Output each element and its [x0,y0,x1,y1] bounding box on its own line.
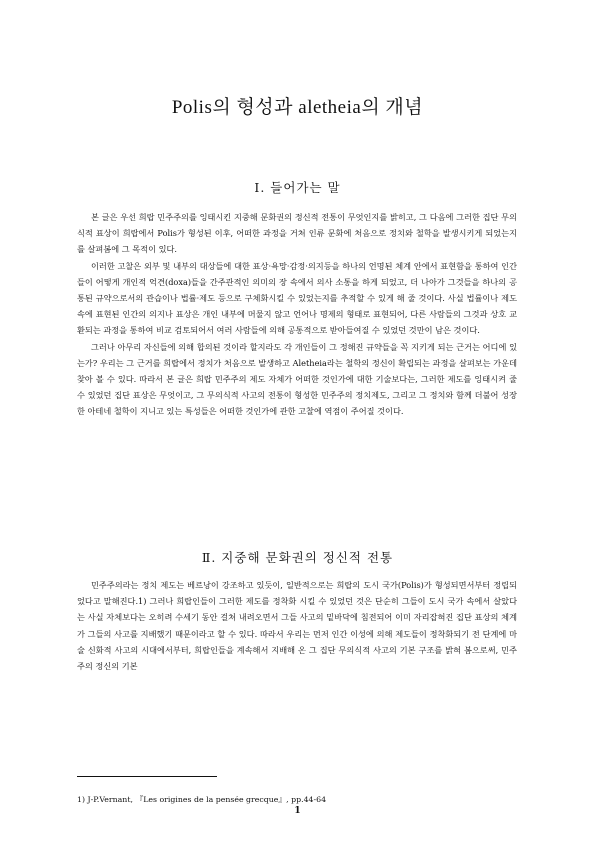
paragraph: 이러한 고찰은 외부 및 내부의 대상들에 대한 표상·욕망·감정·의지등을 하나의 언명된 체계 안에서 표현함을 통하여 인간들이 어떻게 개인적 억견(doxa)들을 간주관적인 의미의 장 속에서 의사 소통을 하게 되었고, 더 나아가 그것들을 하나의 공통된 규약으로서의 관습이나 법률·제도 등으로 구체화시킬 수 있었는지를 추적할 수 있게 해 줄 것이다. 사실 법률이나 제도 속에 표현된 인간의 의지나 표상은 개인 내부에 머물지 않고 언어나 명제의 형태로 표현되어, 다른 사람들의 그것과 상호 교환되는 과정을 통하여 비교 검토되어서 여러 사람들에 의해 공통적으로 받아들여질 수 있었던 것만이 남은 것이다. [77,260,517,336]
paragraph: 그러나 아무리 자신들에 의해 합의된 것이라 할지라도 각 개인들이 그 정해진 규약들을 꼭 지키게 되는 근거는 어디에 있는가? 우리는 그 근거를 희랍에서 정치가 처음으로 발생하고 Aletheia라는 철학의 정신이 확립되는 과정을 살펴보는 가운데 찾아 볼 수 있다. 따라서 본 글은 희랍 민주주의 제도 자체가 어떠한 것인가에 대한 기술보다는, 그러한 제도를 잉태시켜 줄 수 있었던 집단 표상은 무엇이고, 그 무의식적 사고의 전통이 형성한 민주주의 정치제도, 그리고 그 정치와 함께 더불어 성장한 아테네 철학이 지니고 있는 특성들은 어떠한 것인가에 관한 고찰에 역점이 주어질 것이다. [77,341,517,417]
section-heading-tradition: Ⅱ. 지중해 문화권의 정신적 전통 [201,550,394,565]
section-body-tradition [77,577,517,674]
paper-title: Polis의 형성과 aletheia의 개념 [171,97,424,118]
paragraph: 본 글은 우선 희랍 민주주의를 잉태시킨 지중해 문화권의 정신적 전통이 무엇인지를 밝히고, 그 다음에 그러한 집단 무의식적 표상이 희랍에서 Polis가 형성된 이후, 어떠한 과정을 거쳐 인류 문화에 처음으로 정치와 철학을 발생시키게 되었는지를 살펴봄에 그 목적이 있다. [77,212,517,255]
section-body-introduction [77,209,517,420]
footnote: 1) J-P.Vernant, 『Les origines de la pensée grecque』, pp.44-64 [77,795,327,804]
section-heading-introduction: Ⅰ. 들어가는 말 [254,180,341,195]
footnote-divider [77,776,217,777]
paragraph: 민주주의라는 정치 제도는 베르낭이 강조하고 있듯이, 일반적으로는 희랍의 도시 국가(Polis)가 형성되면서부터 정립되었다고 말해진다.1) 그러나 희랍인들이 그러한 제도를 정착화 시킬 수 있었던 것은 단순히 그들이 도시 국가 속에서 살았다는 사실 자체보다는 오히려 수세기 동안 걸쳐 내려오면서 그들 사고의 밑바닥에 침전되어 이미 자리잡혀진 집단 표상의 체계가 그들의 사고를 지배했기 때문이라고 할 수 있다. 따라서 우리는 먼저 인간 이성에 의해 제도들이 정착화되기 전 단계에 마술 신화적 사고의 시대에서부터, 희랍인들을 계속해서 지배해 온 그 집단 무의식적 사고의 기본 구조를 밝혀 봄으로써, 민주주의 정신의 기본 [77,580,517,672]
page-number: 1 [294,806,301,816]
